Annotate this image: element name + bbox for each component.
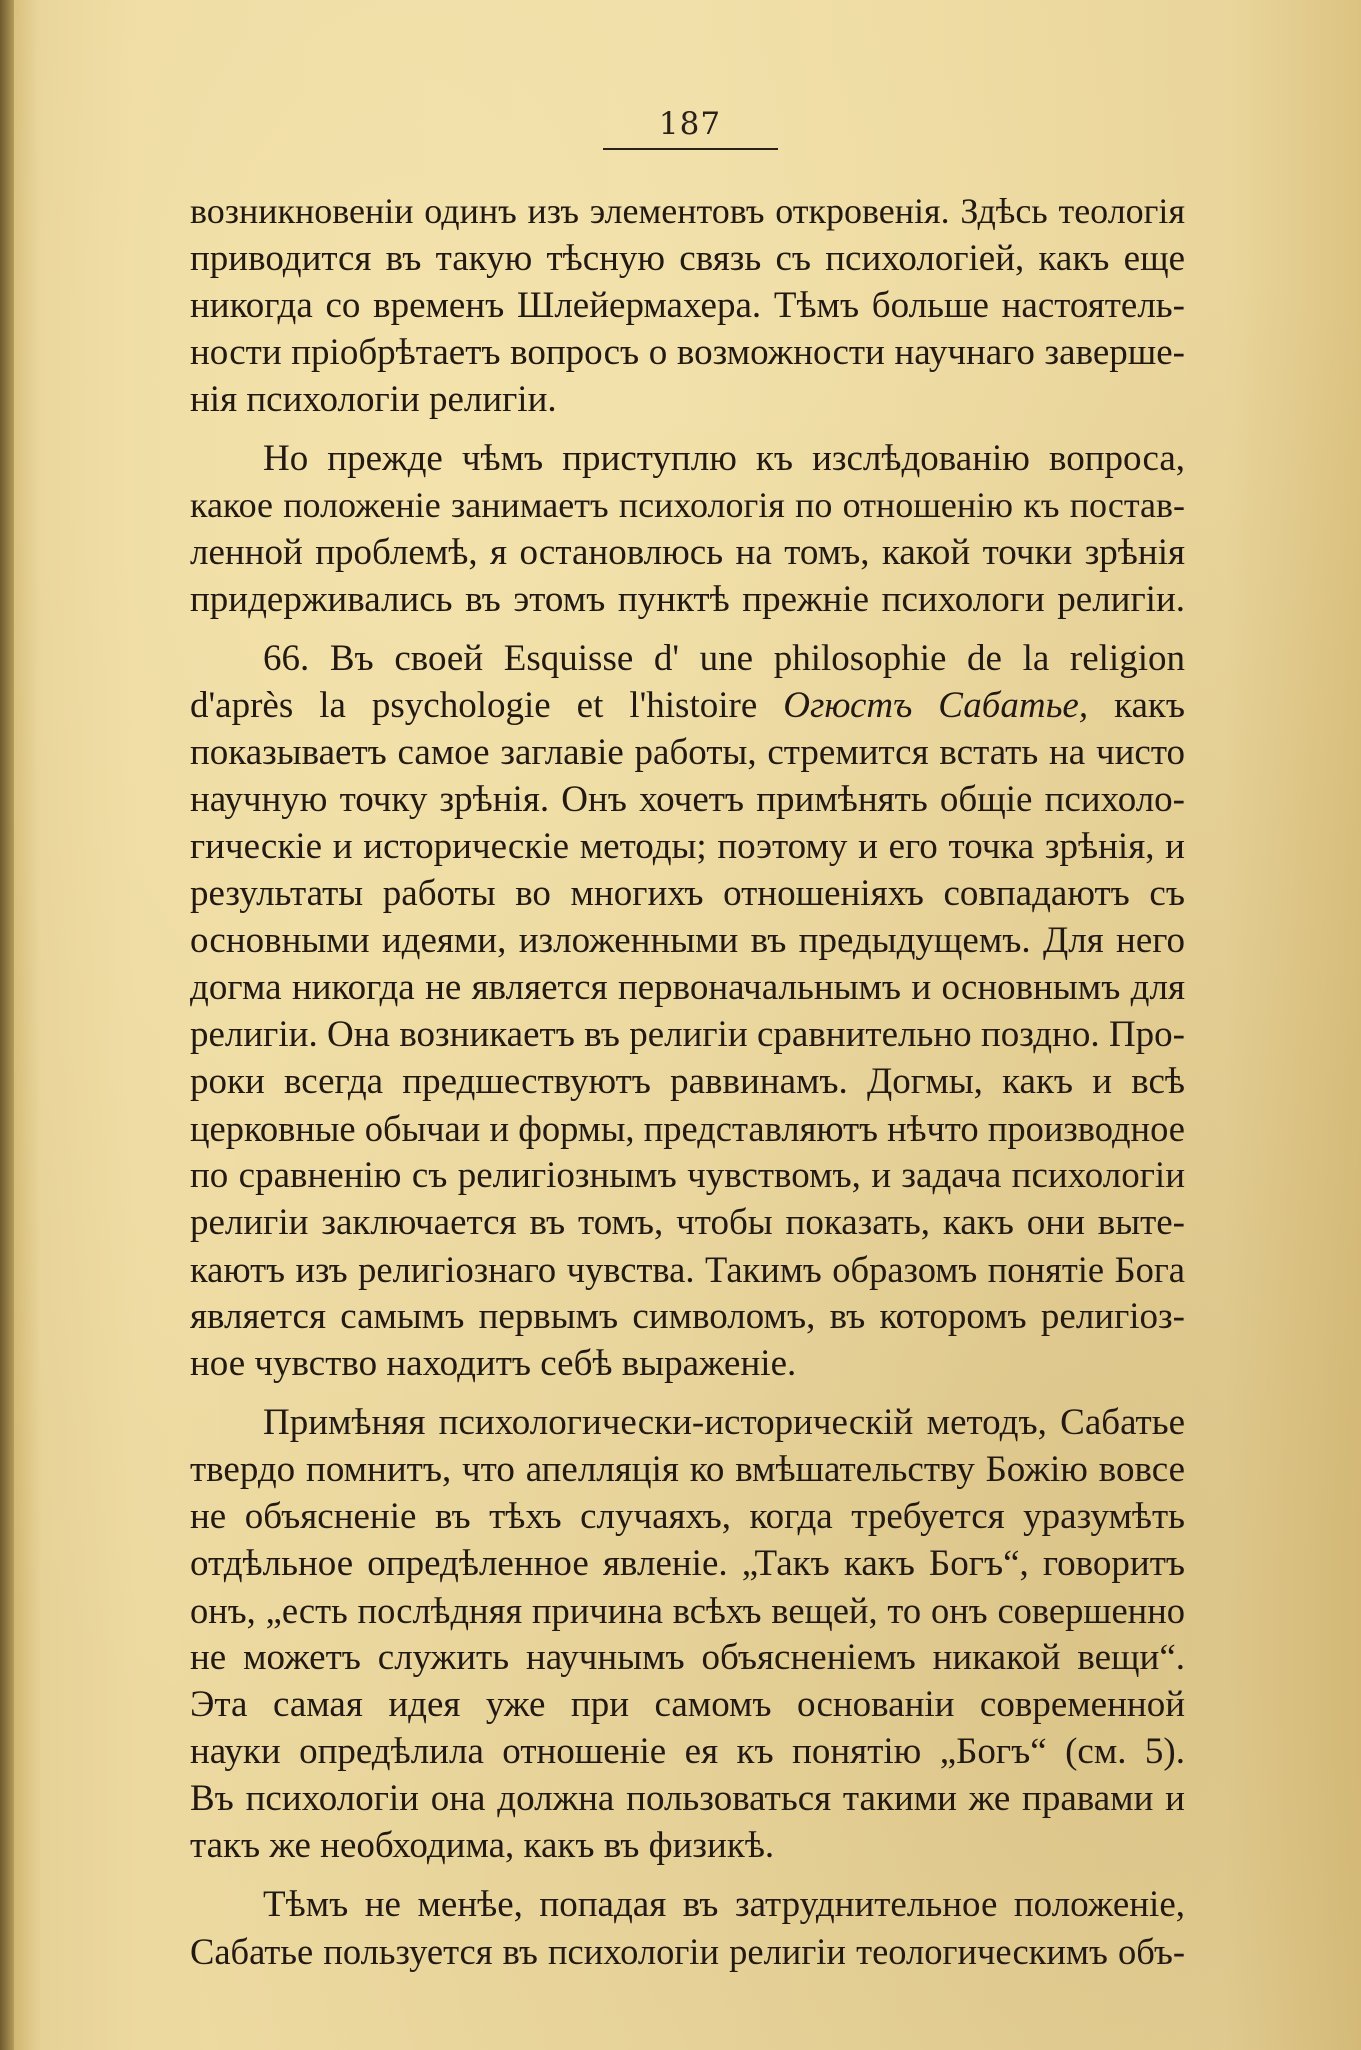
page-number: 187 — [658, 106, 722, 142]
text-line: религiи заключается въ томъ, чтобы показать, какъ они выте- — [190, 1202, 1185, 1243]
text-line: Въ психологiи она должна пользоваться такими же правами и — [190, 1778, 1185, 1819]
title-fragment: d'après la psychologie et l'histoire — [190, 685, 784, 726]
text-line: ности прiобрѣтаетъ вопросъ о возможности научнаго заверше- — [190, 332, 1185, 373]
text-line: ное чувство находитъ себѣ выраженiе. — [190, 1343, 797, 1384]
text-line: церковные обычаи и формы, представляютъ нѣчто производное — [190, 1108, 1185, 1149]
text-line: Тѣмъ не менѣе, попадая въ затруднительное положенiе, — [263, 1884, 1185, 1925]
text-line: какое положенiе занимаетъ психологiя по отношенiю къ постав- — [190, 485, 1185, 525]
text-line: 66. Въ своей Esquisse d' une philosophie de la religion — [263, 638, 1185, 679]
text-line: твердо помнитъ, что апелляцiя ко вмѣшательству Божiю вовсе — [190, 1449, 1185, 1490]
paragraph-gap — [190, 1387, 1185, 1399]
text-line: религiи. Она возникаетъ въ религiи сравнительно поздно. Про- — [190, 1014, 1185, 1055]
text-line: такъ же необходима, какъ въ физикѣ. — [190, 1825, 775, 1866]
page-header — [600, 104, 780, 150]
text-line: никогда со временъ Шлейермахера. Тѣмъ больше настоятель- — [190, 285, 1185, 326]
body-text — [190, 188, 1185, 1975]
text-line: роки всегда предшествуютъ раввинамъ. Догмы, какъ и всѣ — [190, 1061, 1185, 1102]
text-line: Эта самая идея уже при самомъ основанiи современной — [190, 1684, 1185, 1725]
text-line: Но прежде чѣмъ приступлю къ изслѣдованiю вопроса, — [263, 438, 1185, 479]
text-line: нiя психологiи религiи. — [190, 379, 557, 420]
text-line: приводится въ такую тѣсную связь съ психологiей, какъ еще — [190, 238, 1185, 279]
author-name: Огюстъ Сабатье, — [783, 685, 1089, 726]
text-line: результаты работы во многихъ отношенiяхъ совпадаютъ съ — [190, 873, 1185, 914]
text-line: отдѣльное опредѣленное явленiе. „Такъ какъ Богъ“, говоритъ — [190, 1543, 1185, 1584]
text-line: гическiе и историческiе методы; поэтому и его точка зрѣнiя, и — [190, 826, 1185, 867]
text-line: придерживались въ этомъ пунктѣ прежнiе психологи религiи. — [190, 579, 1185, 620]
paragraph-gap — [190, 623, 1185, 635]
text-line: показываетъ самое заглавiе работы, стремится встать на чисто — [190, 732, 1185, 773]
text-line: догма никогда не является первоначальнымъ и основнымъ для — [190, 967, 1185, 1008]
text-line: науки опредѣлила отношенiе ея къ понятiю „Богъ“ (см. 5). — [190, 1731, 1185, 1772]
text-line: не можетъ служить научнымъ объясненiемъ никакой вещи“. — [190, 1637, 1185, 1678]
text-line: ленной проблемѣ, я остановлюсь на томъ, какой точки зрѣнiя — [190, 532, 1185, 573]
text-line: возникновенiи одинъ изъ элементовъ откровенiя. Здѣсь теологiя — [190, 191, 1185, 231]
text-line: основными идеями, изложенными въ предыдущемъ. Для него — [190, 920, 1185, 961]
text-line: каютъ изъ религiознаго чувства. Такимъ образомъ понятiе Бога — [190, 1249, 1185, 1290]
header-rule — [603, 148, 778, 150]
text-line: Сабатье пользуется въ психологiи религiи теологическимъ объ- — [190, 1931, 1185, 1972]
text-line: не объясненiе въ тѣхъ случаяхъ, когда требуется уразумѣть — [190, 1496, 1185, 1537]
text-line: онъ, „есть послѣдняя причина всѣхъ вещей, то онъ совершенно — [190, 1590, 1185, 1631]
text-line: Примѣняя психологически-историческiй методъ, Сабатье — [263, 1402, 1185, 1443]
text-line: научную точку зрѣнiя. Онъ хочетъ примѣнять общiе психоло- — [190, 779, 1185, 820]
text-line: по сравненiю съ религiознымъ чувствомъ, и задача психологiи — [190, 1155, 1185, 1196]
paragraph-gap — [190, 1869, 1185, 1881]
line-continuation: какъ — [1088, 685, 1186, 726]
text-line: является самымъ первымъ символомъ, въ которомъ религiоз- — [190, 1296, 1185, 1337]
text-line-with-author — [190, 682, 1185, 729]
paragraph-gap — [190, 423, 1185, 435]
